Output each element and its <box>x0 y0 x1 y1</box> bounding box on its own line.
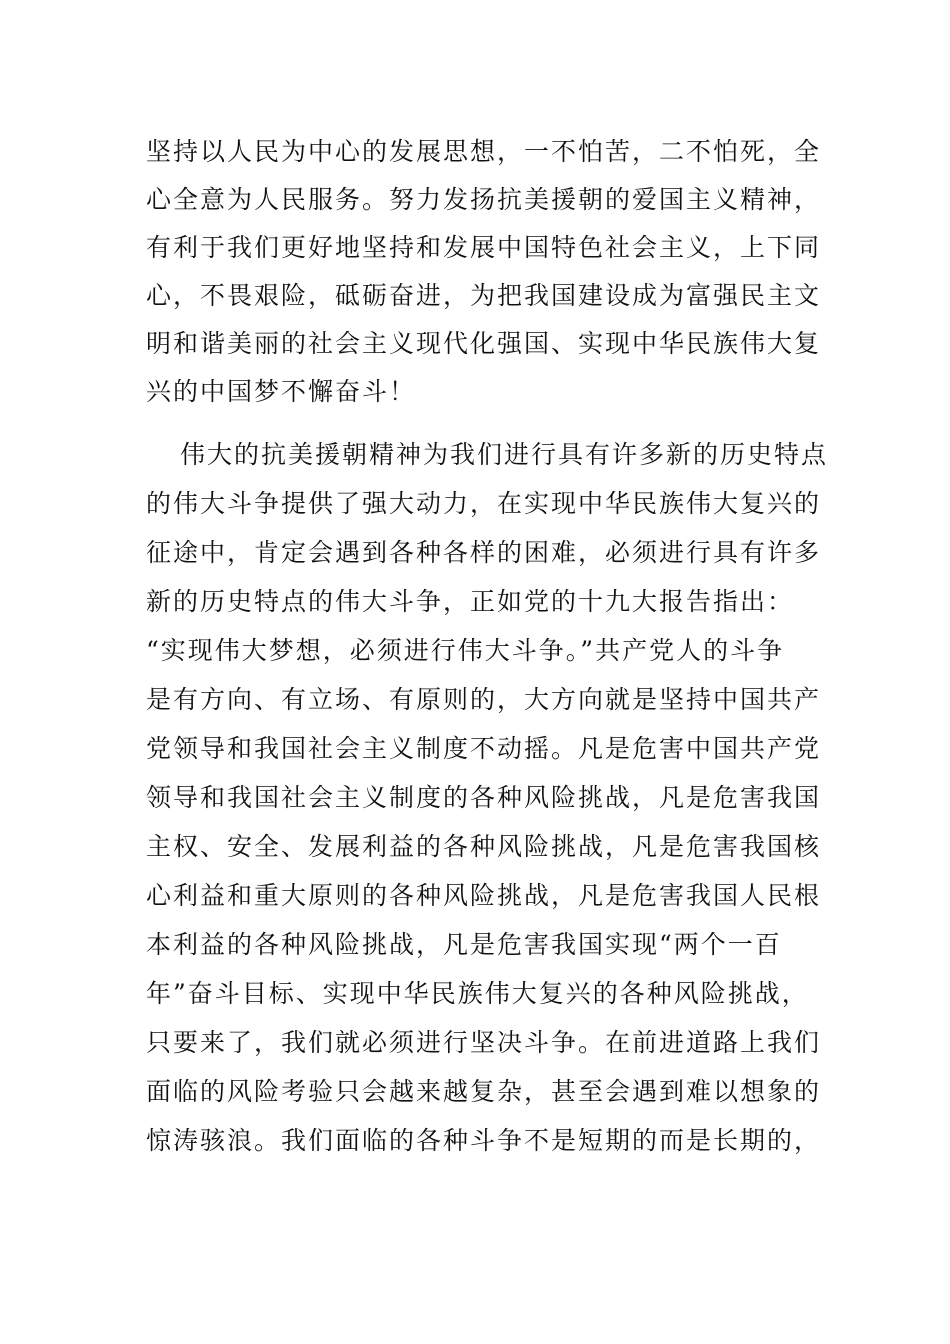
paragraph-line: 坚持以人民为中心的发展思想，一不怕苦，二不怕死，全 <box>146 137 822 166</box>
paragraph-line: 是有方向、有立场、有原则的，大方向就是坚持中国共产 <box>146 685 822 714</box>
paragraph-line: 明和谐美丽的社会主义现代化强国、实现中华民族伟大复 <box>146 329 822 358</box>
paragraph-line: 有利于我们更好地坚持和发展中国特色社会主义，上下同 <box>146 233 822 262</box>
paragraph-line: “实现伟大梦想，必须进行伟大斗争。”共产党人的斗争 <box>146 636 785 665</box>
paragraph-line: 新的历史特点的伟大斗争，正如党的十九大报告指出： <box>146 587 795 616</box>
paragraph-line: 兴的中国梦不懈奋斗！ <box>146 377 417 406</box>
paragraph-line: 本利益的各种风险挑战，凡是危害我国实现“两个一百 <box>146 930 782 959</box>
paragraph-line: 惊涛骇浪。我们面临的各种斗争不是短期的而是长期的， <box>146 1126 822 1155</box>
paragraph-line: 领导和我国社会主义制度的各种风险挑战，凡是危害我国 <box>146 783 822 812</box>
paragraph-line: 伟大的抗美援朝精神为我们进行具有许多新的历史特点 <box>180 440 829 469</box>
paragraph-line: 的伟大斗争提供了强大动力，在实现中华民族伟大复兴的 <box>146 489 822 518</box>
paragraph-line: 党领导和我国社会主义制度不动摇。凡是危害中国共产党 <box>146 734 822 763</box>
paragraph-line: 面临的风险考验只会越来越复杂，甚至会遇到难以想象的 <box>146 1077 822 1106</box>
paragraph-line: 只要来了，我们就必须进行坚决斗争。在前进道路上我们 <box>146 1028 822 1057</box>
paragraph-line: 征途中，肯定会遇到各种各样的困难，必须进行具有许多 <box>146 538 822 567</box>
paragraph-line: 年”奋斗目标、实现中华民族伟大复兴的各种风险挑战， <box>146 979 809 1008</box>
paragraph-line: 主权、安全、发展利益的各种风险挑战，凡是危害我国核 <box>146 832 822 861</box>
paragraph-line: 心，不畏艰险，砥砺奋进，为把我国建设成为富强民主文 <box>146 281 822 310</box>
paragraph-line: 心利益和重大原则的各种风险挑战，凡是危害我国人民根 <box>146 881 822 910</box>
paragraph-line: 心全意为人民服务。努力发扬抗美援朝的爱国主义精神， <box>146 185 822 214</box>
